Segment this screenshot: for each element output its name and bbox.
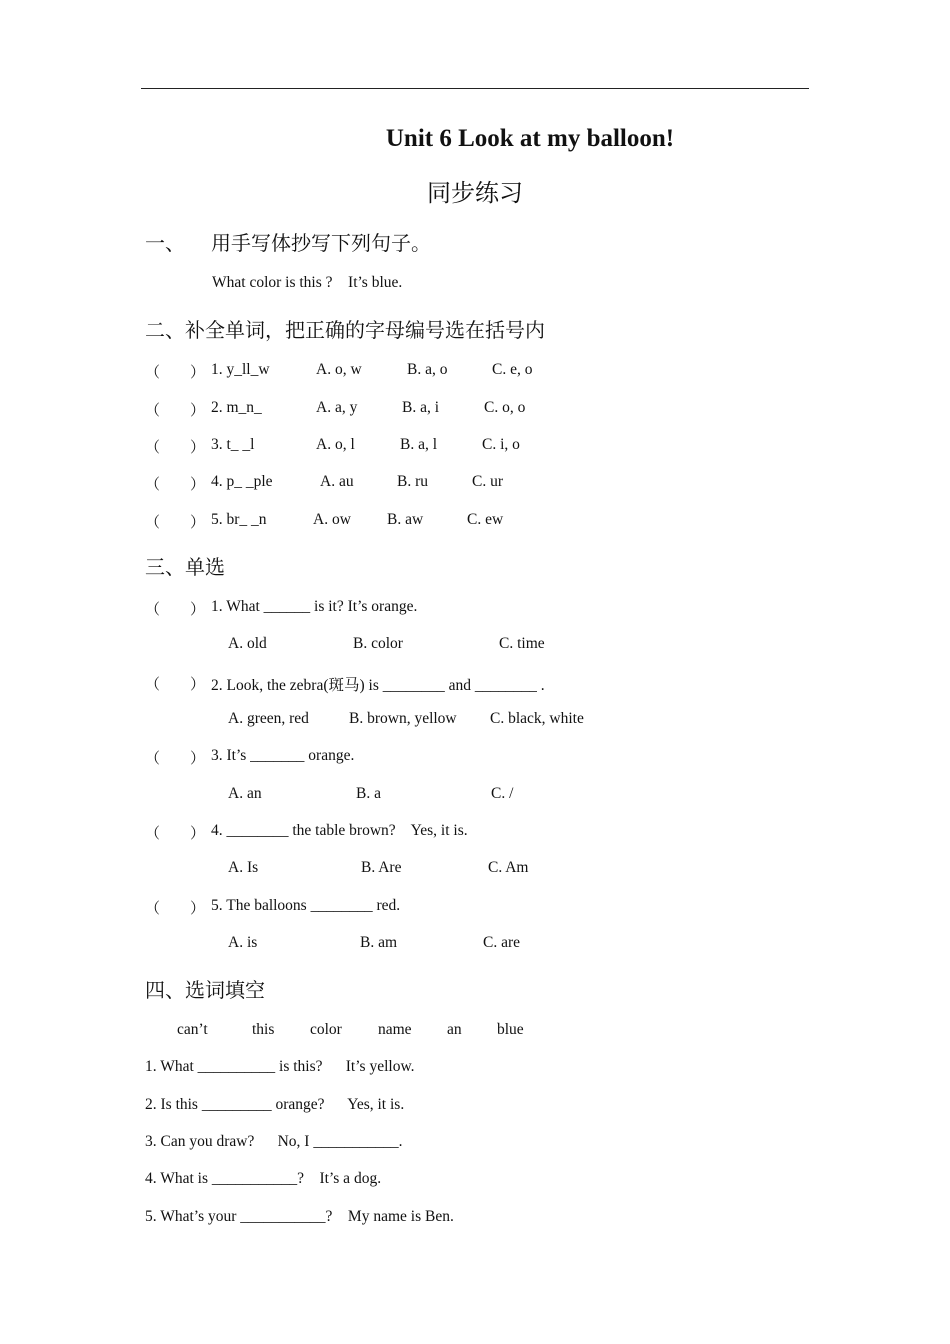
answer-paren-open: （ [145, 477, 161, 493]
word-bank-item: an [447, 1021, 462, 1038]
question-text: 5. The balloons ________ red. [211, 897, 401, 914]
option-b: B. brown, yellow [349, 710, 457, 727]
word-bank-item: color [310, 1021, 342, 1038]
fill-line: 2. Is this _________ orange? Yes, it is. [145, 1096, 405, 1113]
answer-paren-open: （ [145, 403, 161, 419]
option-a: A. o, l [316, 436, 355, 453]
option-c: C. time [499, 635, 545, 652]
option-b: B. color [353, 635, 403, 652]
answer-paren-open: （ [145, 677, 161, 693]
copy-sentence: What color is this ? It’s blue. [212, 274, 403, 291]
question-text: 1. y_ll_w [211, 361, 270, 378]
option-c: C. o, o [484, 399, 526, 416]
answer-paren-open: （ [145, 901, 161, 917]
word-bank-item: can’t [177, 1021, 208, 1038]
question-text: 2. m_n_ [211, 399, 262, 416]
fill-line: 3. Can you draw? No, I ___________. [145, 1133, 403, 1150]
option-c: C. / [491, 785, 514, 802]
option-a: A. Is [228, 859, 259, 876]
answer-paren-close: ） [190, 365, 206, 381]
answer-paren-open: （ [145, 602, 161, 618]
answer-paren-close: ） [190, 677, 206, 693]
option-c: C. i, o [482, 436, 520, 453]
answer-paren-open: （ [145, 826, 161, 842]
question-text: 4. ________ the table brown? Yes, it is. [211, 822, 468, 839]
answer-paren-close: ） [190, 901, 206, 917]
answer-paren-open: （ [145, 440, 161, 456]
option-b: B. ru [397, 473, 428, 490]
option-b: B. a [356, 785, 381, 802]
option-b: B. a, o [407, 361, 448, 378]
option-a: A. is [228, 934, 258, 951]
option-a: A. old [228, 635, 267, 652]
section-4-heading: 四、选词填空 [145, 978, 265, 1002]
option-c: C. black, white [490, 710, 584, 727]
answer-paren-close: ） [190, 751, 206, 767]
question-text: 5. br_ _n [211, 511, 267, 528]
question-text: 2. Look, the zebra(斑马) is ________ and ________ . [211, 677, 545, 694]
option-a: A. a, y [316, 399, 358, 416]
section-1-number: 一、 [145, 231, 185, 255]
header-rule [141, 88, 809, 89]
question-text: 1. What ______ is it? It’s orange. [211, 598, 418, 615]
question-text: 3. It’s _______ orange. [211, 747, 355, 764]
section-2-heading: 二、补全单词，把正确的字母编号选在括号内 [145, 318, 545, 342]
section-1-heading: 用手写体抄写下列句子。 [211, 231, 431, 255]
answer-paren-open: （ [145, 515, 161, 531]
option-a: A. au [320, 473, 354, 490]
question-text: 3. t_ _l [211, 436, 255, 453]
fill-line: 4. What is ___________? It’s a dog. [145, 1170, 382, 1187]
answer-paren-open: （ [145, 365, 161, 381]
answer-paren-close: ） [190, 826, 206, 842]
option-c: C. e, o [492, 361, 533, 378]
page-subtitle: 同步练习 [427, 179, 523, 207]
page-title: Unit 6 Look at my balloon! [385, 125, 675, 152]
word-bank-item: name [378, 1021, 412, 1038]
word-bank-item: this [252, 1021, 275, 1038]
answer-paren-close: ） [190, 477, 206, 493]
option-c: C. are [483, 934, 521, 951]
fill-line: 5. What’s your ___________? My name is Ben. [145, 1208, 454, 1225]
question-text: 4. p_ _ple [211, 473, 273, 490]
option-b: B. aw [387, 511, 424, 528]
option-c: C. ew [467, 511, 504, 528]
option-a: A. ow [313, 511, 351, 528]
option-c: C. Am [488, 859, 529, 876]
section-3-heading: 三、单选 [145, 555, 225, 579]
option-a: A. green, red [228, 710, 309, 727]
option-b: B. a, l [400, 436, 438, 453]
option-b: B. am [360, 934, 398, 951]
fill-line: 1. What __________ is this? It’s yellow. [145, 1058, 415, 1075]
option-a: A. o, w [316, 361, 362, 378]
answer-paren-close: ） [190, 515, 206, 531]
option-b: B. a, i [402, 399, 440, 416]
option-a: A. an [228, 785, 262, 802]
option-c: C. ur [472, 473, 503, 490]
answer-paren-close: ） [190, 440, 206, 456]
option-b: B. Are [361, 859, 402, 876]
answer-paren-close: ） [190, 602, 206, 618]
answer-paren-close: ） [190, 403, 206, 419]
answer-paren-open: （ [145, 751, 161, 767]
word-bank-item: blue [497, 1021, 524, 1038]
